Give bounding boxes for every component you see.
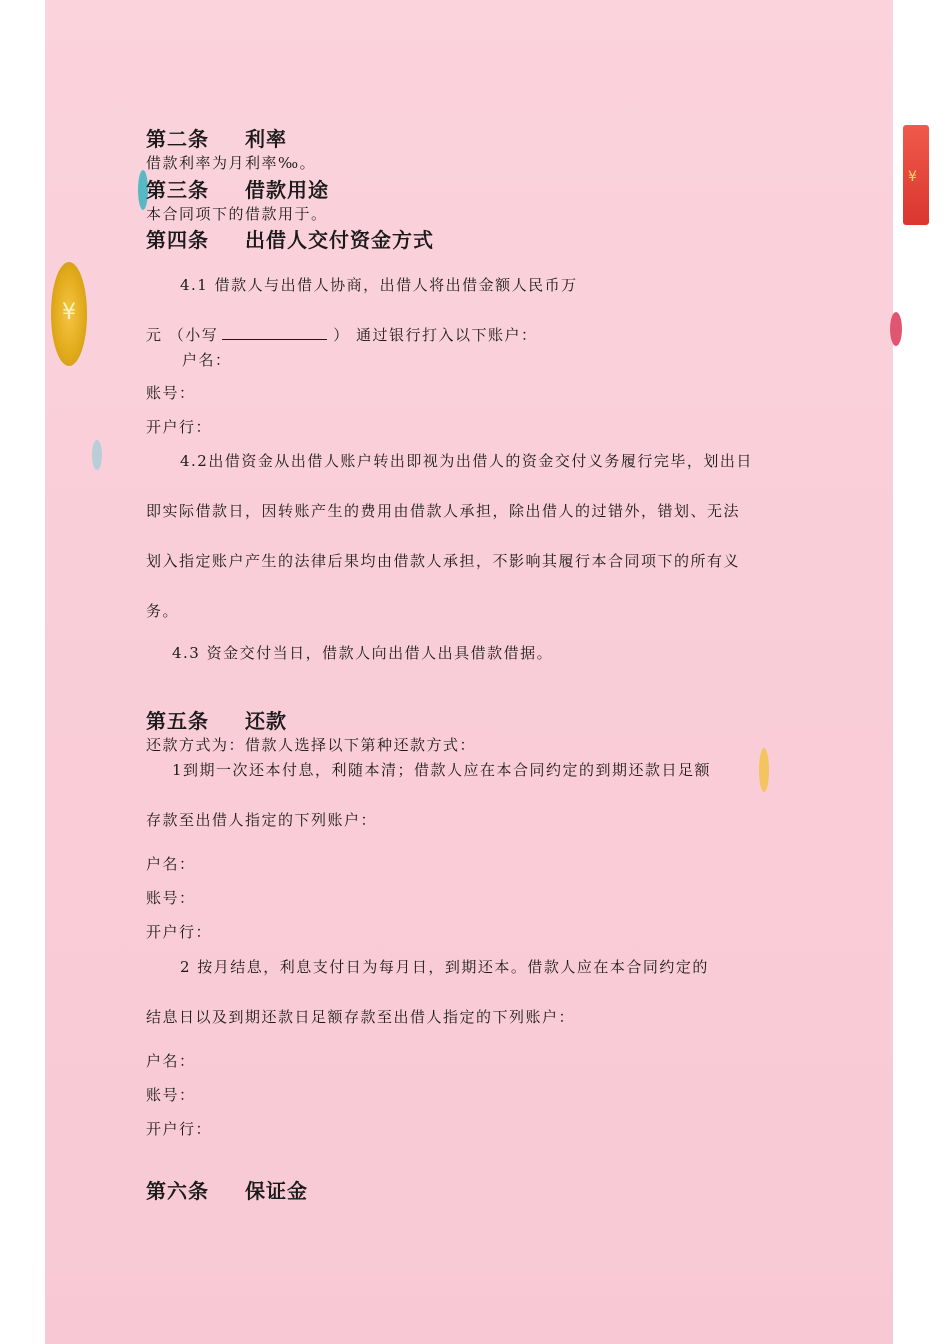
section-4-heading [146, 224, 434, 253]
account-name-label: 户名： [182, 351, 232, 369]
section-2-heading [146, 123, 287, 152]
section-6-number: 第六条 [146, 1179, 209, 1203]
option-1-account-number: 账号： [146, 889, 196, 907]
section-2-body: 借款利率为月利率‰。 [146, 154, 317, 172]
section-6-title: 保证金 [245, 1179, 308, 1203]
section-2-number: 第二条 [146, 127, 209, 151]
option-1-line-1: 1到期一次还本付息，利随本清；借款人应在本合同约定的到期还款日足额 [172, 761, 712, 779]
clause-4-1-line-1: 4.1 借款人与出借人协商，出借人将出借金额人民币万 [180, 276, 578, 294]
option-2-line-2: 结息日以及到期还款日足额存款至出借人指定的下列账户： [146, 1008, 576, 1026]
option-2-account-number: 账号： [146, 1086, 196, 1104]
section-3-body: 本合同项下的借款用于。 [146, 205, 328, 223]
option-1-account-name: 户名： [146, 855, 196, 873]
option-1-bank: 开户行： [146, 923, 213, 941]
repayment-intro: 还款方式为：借款人选择以下第种还款方式： [146, 736, 477, 754]
section-4-title: 出借人交付资金方式 [245, 228, 434, 252]
section-3-number: 第三条 [146, 178, 209, 202]
light-drop-decoration [92, 440, 102, 470]
amount-blank [222, 325, 327, 340]
gold-drop-decoration [759, 748, 769, 792]
clause-4-2-line-1: 4.2出借资金从出借人账户转出即视为出借人的资金交付义务履行完毕，划出日 [180, 452, 753, 470]
clause-4-2-line-2: 即实际借款日，因转账产生的费用由借款人承担，除出借人的过错外，错划、无法 [146, 502, 741, 520]
option-2-line-1: 2 按月结息，利息支付日为每月日，到期还本。借款人应在本合同约定的 [180, 958, 709, 976]
section-4-number: 第四条 [146, 228, 209, 252]
account-number-label: 账号： [146, 384, 196, 402]
section-3-title: 借款用途 [245, 178, 329, 202]
section-5-heading [146, 705, 287, 734]
section-6-heading [146, 1175, 308, 1204]
option-2-bank: 开户行： [146, 1120, 213, 1138]
option-1-line-2: 存款至出借人指定的下列账户： [146, 811, 378, 829]
gold-coin-decoration: ¥ [51, 262, 87, 366]
section-5-number: 第五条 [146, 709, 209, 733]
red-drop-decoration [890, 312, 902, 346]
clause-4-1-line-2: 元 （小写 ） 通过银行打入以下账户： [146, 326, 538, 344]
section-3-heading [146, 174, 329, 203]
option-2-account-name: 户名： [146, 1052, 196, 1070]
bank-label: 开户行： [146, 418, 213, 436]
red-envelope-decoration: ¥ [903, 125, 929, 225]
clause-4-3: 4.3 资金交付当日，借款人向出借人出具借款借据。 [172, 644, 554, 662]
section-2-title: 利率 [245, 127, 287, 151]
clause-4-2-line-3: 划入指定账户产生的法律后果均由借款人承担，不影响其履行本合同项下的所有义 [146, 552, 741, 570]
clause-4-2-line-4: 务。 [146, 602, 180, 620]
section-5-title: 还款 [245, 709, 287, 733]
